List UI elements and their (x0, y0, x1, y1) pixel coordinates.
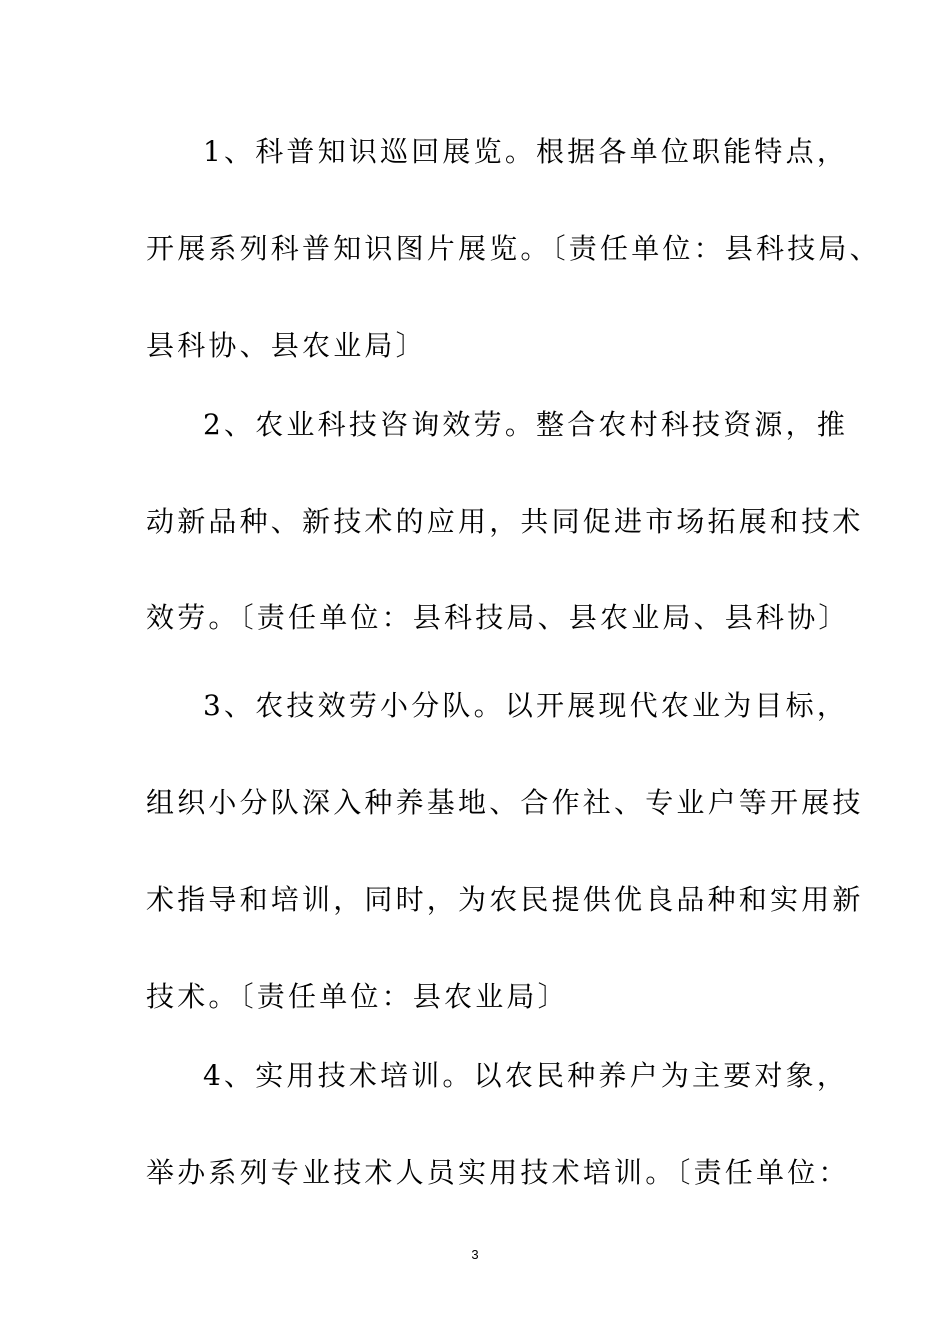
text-line: 2、农业科技咨询效劳。整合农村科技资源，推 (203, 408, 849, 441)
text-line: 效劳。〔责任单位：县科技局、县农业局、县科协〕 (146, 601, 850, 634)
page-number: 3 (471, 1247, 479, 1262)
text-line: 术指导和培训，同时，为农民提供优良品种和实用新 (146, 883, 864, 916)
text-line: 县科协、县农业局〕 (146, 329, 427, 362)
text-line: 1、科普知识巡回展览。根据各单位职能特点， (203, 135, 849, 168)
text-line: 举办系列专业技术人员实用技术培训。〔责任单位： (146, 1156, 850, 1189)
text-line: 4、实用技术培训。以农民种养户为主要对象， (203, 1059, 849, 1092)
text-line: 组织小分队深入种养基地、合作社、专业户等开展技 (146, 786, 864, 819)
text-line: 3、农技效劳小分队。以开展现代农业为目标， (203, 689, 849, 722)
text-line: 动新品种、新技术的应用，共同促进市场拓展和技术 (146, 505, 864, 538)
text-line: 开展系列科普知识图片展览。〔责任单位：县科技局、 (146, 232, 881, 265)
text-line: 技术。〔责任单位：县农业局〕 (146, 980, 569, 1013)
